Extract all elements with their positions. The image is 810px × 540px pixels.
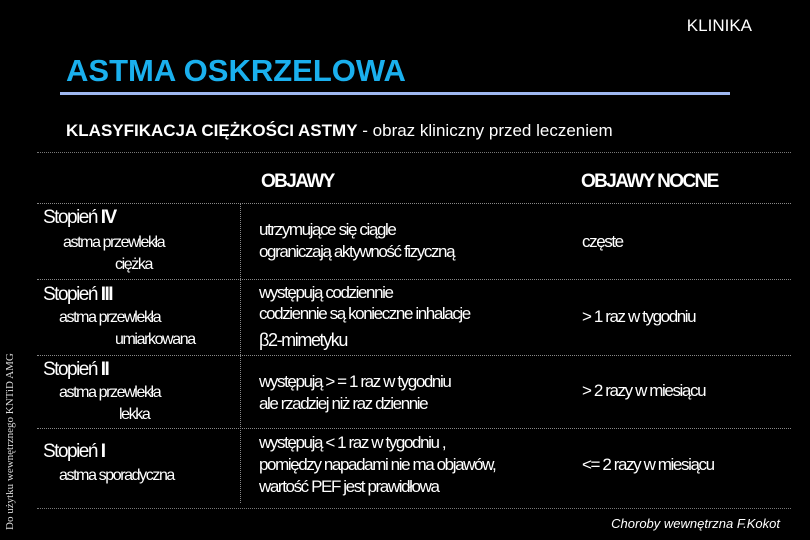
row-divider [37, 203, 791, 204]
slide-subtitle [66, 121, 613, 141]
subtitle-bold: KLASYFIKACJA CIĘŻKOŚCI ASTMY [66, 121, 358, 140]
row-divider [37, 428, 791, 429]
symptom-line: występują codziennie [259, 283, 393, 302]
section-label: KLINIKA [686, 16, 752, 35]
symptom-line: ograniczają aktywność fizyczną [259, 242, 455, 261]
stage-description: umiarkowana [115, 331, 195, 348]
symptom-line: β2-mimetyku [259, 330, 347, 350]
header-symptoms: OBJAWY [261, 171, 334, 192]
stage-word: Stopień [43, 284, 97, 305]
symptom-line: występują < 1 raz w tygodniu , [259, 433, 446, 452]
header-night-symptoms: OBJAWY NOCNE [581, 171, 718, 192]
stage-roman: II [100, 359, 109, 380]
stage-roman: IV [100, 207, 116, 228]
row-divider [37, 279, 791, 280]
stage-roman: I [100, 441, 105, 462]
stage-description: astma przewlekła [63, 234, 165, 251]
subtitle-rest: - obraz kliniczny przed leczeniem [357, 121, 613, 140]
stage-label [43, 441, 105, 463]
slide-title: ASTMA OSKRZELOWA [66, 53, 406, 88]
row-divider [37, 355, 791, 356]
stage-description: ciężka [115, 256, 152, 273]
symptom-line: ale rzadziej niż raz dziennie [259, 394, 428, 413]
stage-label [43, 207, 116, 229]
symptom-line: pomiędzy napadami nie ma objawów, [259, 455, 496, 474]
stage-description: astma przewlekła [59, 309, 161, 326]
side-note: Do użytku wewnętrznego KNTiD AMG [4, 353, 16, 530]
night-symptoms: > 1 raz w tygodniu [582, 307, 696, 326]
symptom-line: utrzymujące się ciągle [259, 220, 396, 239]
stage-description: astma przewlekła [59, 384, 161, 401]
stage-word: Stopień [43, 207, 97, 228]
night-symptoms: <= 2 razy w miesiącu [582, 455, 714, 474]
stage-word: Stopień [43, 359, 97, 380]
night-symptoms: częste [582, 232, 623, 251]
stage-label [43, 284, 112, 306]
stage-roman: III [100, 284, 113, 305]
severity-table [37, 152, 791, 509]
column-divider [240, 203, 241, 503]
stage-label [43, 359, 108, 381]
footer-credit: Choroby wewnętrzna F.Kokot [611, 516, 780, 531]
title-underline [60, 92, 730, 95]
night-symptoms: > 2 razy w miesiącu [582, 381, 706, 400]
stage-word: Stopień [43, 441, 97, 462]
stage-description: lekka [119, 406, 150, 423]
symptom-line: wartość PEF jest prawidłowa [259, 477, 439, 496]
symptom-line: występują > = 1 raz w tygodniu [259, 372, 451, 391]
symptom-line: codziennie są konieczne inhalacje [259, 304, 470, 323]
stage-description: astma sporadyczna [59, 467, 174, 484]
